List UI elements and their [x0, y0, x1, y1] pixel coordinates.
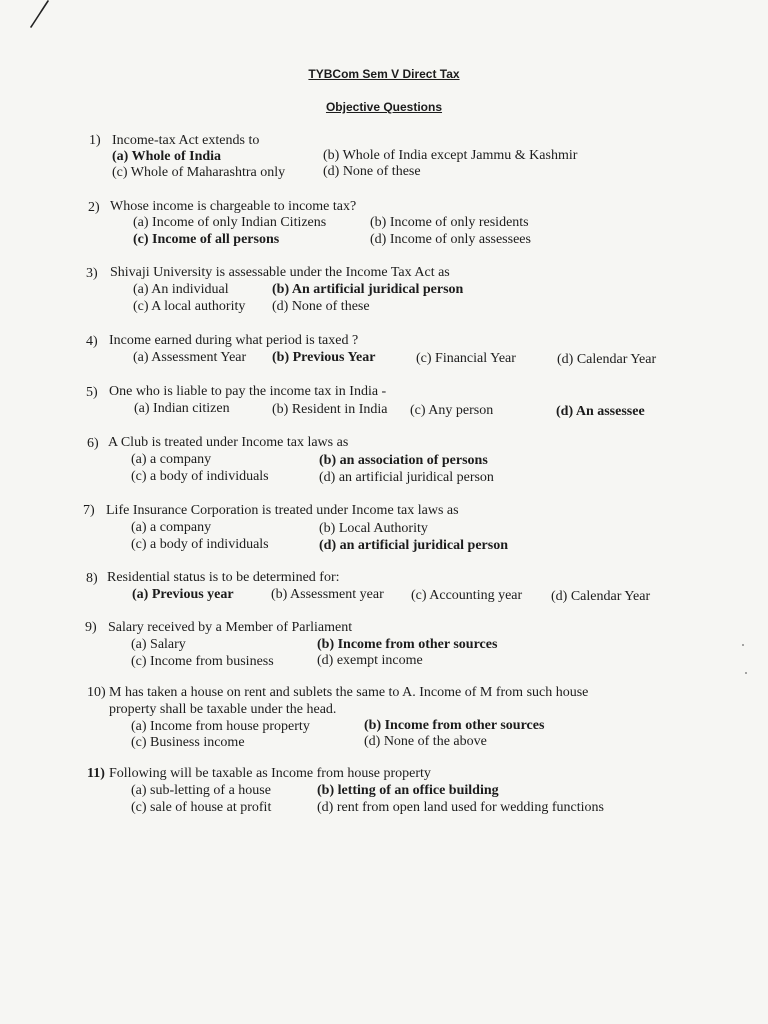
question-number: 6) [87, 436, 99, 451]
option-c: (c) Whole of Maharashtra only [112, 165, 286, 180]
question-text-continued: property shall be taxable under the head. [109, 702, 337, 717]
paper-speck [742, 644, 744, 646]
option-d: (d) Calendar Year [557, 352, 657, 367]
option-a: (a) Income of only Indian Citizens [133, 215, 327, 230]
question-text: Salary received by a Member of Parliament [108, 620, 353, 635]
option-a: (a) sub-letting of a house [131, 783, 271, 798]
option-b: (b) letting of an office building [317, 783, 499, 798]
option-d: (d) an artificial juridical person [319, 470, 494, 485]
question-text: A Club is treated under Income tax laws as [108, 435, 349, 450]
question-number: 3) [86, 266, 98, 281]
question-number: 4) [86, 334, 98, 349]
option-a: (a) a company [131, 520, 212, 535]
option-c: (c) Income from business [131, 654, 274, 669]
question-text: Whose income is chargeable to income tax? [110, 199, 357, 214]
question-text: Residential status is to be determined for: [107, 570, 340, 585]
option-d: (d) Income of only assessees [370, 232, 531, 247]
option-a: (a) Indian citizen [134, 401, 230, 416]
option-d: (d) Calendar Year [551, 589, 651, 604]
pen-stroke-mark [28, 0, 52, 30]
option-b: (b) Whole of India except Jammu & Kashmir [323, 148, 578, 163]
option-d: (d) None of these [323, 164, 421, 179]
option-b: (b) Local Authority [319, 521, 428, 536]
option-d: (d) an artificial juridical person [319, 538, 508, 553]
option-a: (a) a company [131, 452, 212, 467]
option-d: (d) exempt income [317, 653, 423, 668]
question-number: 1) [89, 133, 101, 148]
question-number: 9) [85, 620, 97, 635]
option-a: (a) Whole of India [112, 149, 222, 164]
option-c: (c) Income of all persons [133, 232, 280, 247]
question-text: Life Insurance Corporation is treated under Income tax laws as [106, 503, 459, 518]
question-number: 8) [86, 571, 98, 586]
option-a: (a) Income from house property [131, 719, 310, 734]
option-a: (a) Salary [131, 637, 186, 652]
question-text: Following will be taxable as Income from house property [109, 766, 431, 781]
option-b: (b) Assessment year [271, 587, 384, 602]
question-number: 10) [87, 685, 106, 700]
question-text: Income earned during what period is taxed ? [109, 333, 359, 348]
option-d: (d) None of the above [364, 734, 487, 749]
option-b: (b) Resident in India [272, 402, 388, 417]
option-a: (a) Previous year [132, 587, 234, 602]
option-d: (d) None of these [272, 299, 370, 314]
option-c: (c) Business income [131, 735, 245, 750]
option-c: (c) a body of individuals [131, 469, 269, 484]
option-b: (b) Income of only residents [370, 215, 529, 230]
paper-speck [745, 672, 747, 674]
option-c: (c) A local authority [133, 299, 246, 314]
question-number: 5) [86, 385, 98, 400]
option-c: (c) Accounting year [411, 588, 523, 603]
question-number: 11) [87, 766, 105, 781]
question-number: 2) [88, 200, 100, 215]
option-c: (c) sale of house at profit [131, 800, 272, 815]
option-c: (c) a body of individuals [131, 537, 269, 552]
option-c: (c) Financial Year [416, 351, 516, 366]
course-title: TYBCom Sem V Direct Tax [308, 67, 460, 81]
option-b: (b) an association of persons [319, 453, 488, 468]
option-a: (a) An individual [133, 282, 229, 297]
question-number: 7) [83, 503, 95, 518]
question-text: One who is liable to pay the income tax in India - [109, 384, 387, 399]
option-b: (b) Previous Year [272, 350, 376, 365]
option-c: (c) Any person [410, 403, 494, 418]
page-title: Objective Questions [325, 100, 443, 114]
option-b: (b) Income from other sources [364, 718, 545, 733]
option-a: (a) Assessment Year [133, 350, 247, 365]
option-d: (d) An assessee [556, 404, 645, 419]
option-d: (d) rent from open land used for wedding functions [317, 800, 604, 815]
option-b: (b) An artificial juridical person [272, 282, 464, 297]
question-text: Shivaji University is assessable under the Income Tax Act as [110, 265, 450, 280]
option-b: (b) Income from other sources [317, 637, 498, 652]
question-text: M has taken a house on rent and sublets the same to A. Income of M from such house [109, 685, 589, 700]
question-text: Income-tax Act extends to [112, 133, 260, 148]
